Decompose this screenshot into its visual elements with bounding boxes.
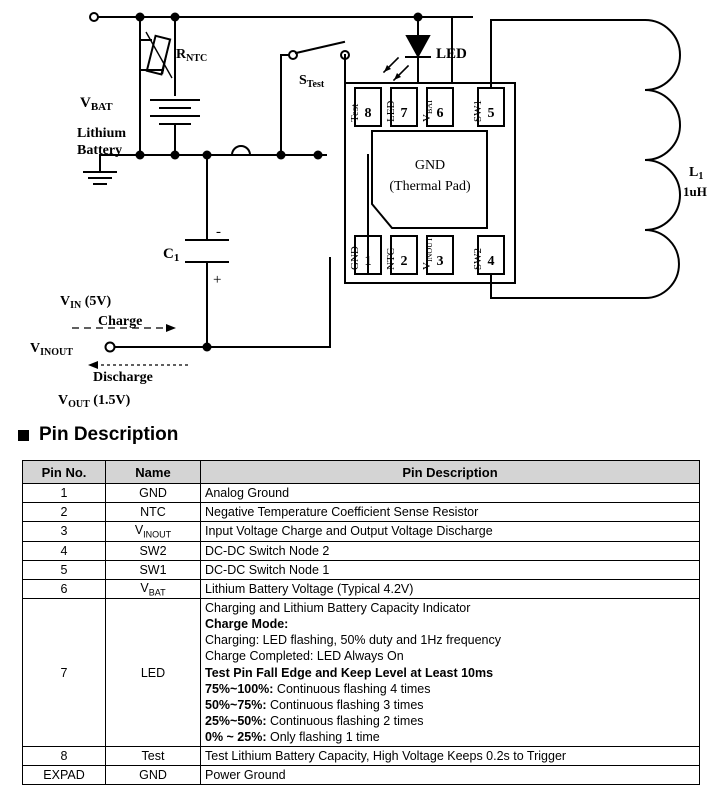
label-vin: $V_{IN}$ (5V) bbox=[60, 294, 112, 311]
table-row bbox=[23, 560, 700, 579]
pin-description-table bbox=[22, 460, 700, 785]
cell-pin-desc: Test Lithium Battery Capacity, High Voltage Keeps 0.2s to Trigger bbox=[201, 747, 700, 766]
label-stest: $S_{Test}$ bbox=[299, 73, 325, 90]
led-desc-line: 25%~50%: Continuous flashing 2 times bbox=[205, 713, 424, 728]
led-desc-line: Charge Completed: LED Always On bbox=[205, 649, 404, 664]
pin-name-ntc: NTC bbox=[385, 248, 397, 270]
label-lithium: Lithium bbox=[77, 126, 127, 141]
label-discharge: Discharge bbox=[93, 370, 153, 385]
cell-pin-no: 6 bbox=[23, 579, 106, 599]
label-cap-plus: + bbox=[213, 272, 222, 288]
pin-number-6: 6 bbox=[436, 106, 444, 121]
label-vinout: $V_{INOUT}$ bbox=[30, 341, 73, 358]
cell-pin-name: $V_{INOUT}$ bbox=[106, 522, 201, 542]
pin-name-sw2: SW2 bbox=[472, 248, 484, 270]
column-header-pin-no: Pin No. bbox=[23, 461, 106, 484]
column-header-description: Pin Description bbox=[201, 461, 700, 484]
cell-pin-desc-led bbox=[201, 599, 700, 747]
label-vbat: $V_{BAT}$ bbox=[80, 95, 113, 113]
cell-pin-desc: Lithium Battery Voltage (Typical 4.2V) bbox=[201, 579, 700, 599]
led-desc-line: Charging and Lithium Battery Capacity Indicator bbox=[205, 601, 471, 615]
pin-name-gnd: GND bbox=[349, 246, 361, 270]
cell-pin-no: 1 bbox=[23, 484, 106, 503]
pin-name-sw1: SW1 bbox=[472, 100, 484, 122]
table-row bbox=[23, 599, 700, 747]
led-desc-line: Charging: LED flashing, 50% duty and 1Hz frequency bbox=[205, 633, 502, 648]
section-heading-label: Pin Description bbox=[39, 424, 179, 445]
cell-pin-desc: Input Voltage Charge and Output Voltage Discharge bbox=[201, 522, 700, 542]
cell-pin-no: 8 bbox=[23, 747, 106, 766]
cell-pin-name: LED bbox=[106, 599, 201, 747]
label-gnd-pad: GND bbox=[414, 158, 446, 173]
square-bullet-icon bbox=[18, 430, 29, 441]
cell-pin-name: SW1 bbox=[106, 560, 201, 579]
table-row bbox=[23, 522, 700, 542]
label-l1: $L_1$ bbox=[689, 165, 704, 182]
cell-pin-name: $V_{BAT}$ bbox=[106, 579, 201, 599]
label-thermal-pad: (Thermal Pad) bbox=[389, 179, 471, 194]
cell-pin-no: 4 bbox=[23, 541, 106, 560]
column-header-name: Name bbox=[106, 461, 201, 484]
table-row bbox=[23, 503, 700, 522]
table-row bbox=[23, 484, 700, 503]
label-l1-value: 1uH bbox=[683, 184, 707, 199]
label-battery: Battery bbox=[77, 143, 123, 158]
led-desc-line: 75%~100%: Continuous flashing 4 times bbox=[205, 681, 431, 696]
cell-pin-desc: Power Ground bbox=[201, 766, 700, 785]
led-desc-line: Charge Mode: bbox=[205, 617, 289, 632]
pin-number-7: 7 bbox=[400, 106, 408, 121]
cell-pin-name: Test bbox=[106, 747, 201, 766]
label-charge: Charge bbox=[98, 314, 143, 329]
cell-pin-name: GND bbox=[106, 484, 201, 503]
cell-pin-no: EXPAD bbox=[23, 766, 106, 785]
pin-description-heading bbox=[18, 424, 178, 446]
label-led: LED bbox=[436, 46, 467, 62]
pin-name-test: Test bbox=[349, 103, 361, 122]
pin-name-vbat: VBAT bbox=[421, 98, 434, 122]
cell-pin-no: 7 bbox=[23, 599, 106, 747]
cell-pin-no: 3 bbox=[23, 522, 106, 542]
label-vout: $V_{OUT}$ (1.5V) bbox=[58, 393, 131, 410]
pin-number-3: 3 bbox=[436, 254, 444, 269]
cell-pin-desc: Negative Temperature Coefficient Sense Resistor bbox=[201, 503, 700, 522]
table-row bbox=[23, 747, 700, 766]
cell-pin-desc: Analog Ground bbox=[201, 484, 700, 503]
pin-name-vinout: VINOUT bbox=[421, 237, 434, 270]
pin-number-8: 8 bbox=[364, 106, 372, 121]
pin-number-1: 1 bbox=[364, 254, 372, 269]
table-header-row bbox=[23, 461, 700, 484]
cell-pin-no: 2 bbox=[23, 503, 106, 522]
pin-number-4: 4 bbox=[487, 254, 495, 269]
label-cap-minus: - bbox=[216, 224, 221, 240]
cell-pin-name: GND bbox=[106, 766, 201, 785]
label-rntc: $R_{NTC}$ bbox=[176, 47, 208, 64]
cell-pin-desc: DC-DC Switch Node 1 bbox=[201, 560, 700, 579]
cell-pin-desc: DC-DC Switch Node 2 bbox=[201, 541, 700, 560]
led-desc-line: Test Pin Fall Edge and Keep Level at Least 10ms bbox=[205, 665, 494, 680]
cell-pin-no: 5 bbox=[23, 560, 106, 579]
led-desc-line: 50%~75%: Continuous flashing 3 times bbox=[205, 697, 424, 712]
table-row bbox=[23, 766, 700, 785]
led-desc-line: 0% ~ 25%: Only flashing 1 time bbox=[205, 730, 380, 744]
label-c1: $C_1$ bbox=[163, 246, 180, 264]
table-row bbox=[23, 579, 700, 599]
pin-number-5: 5 bbox=[487, 106, 495, 121]
cell-pin-name: SW2 bbox=[106, 541, 201, 560]
cell-pin-name: NTC bbox=[106, 503, 201, 522]
pin-number-2: 2 bbox=[400, 254, 408, 269]
table-row bbox=[23, 541, 700, 560]
pin-name-led: LED bbox=[385, 100, 397, 122]
